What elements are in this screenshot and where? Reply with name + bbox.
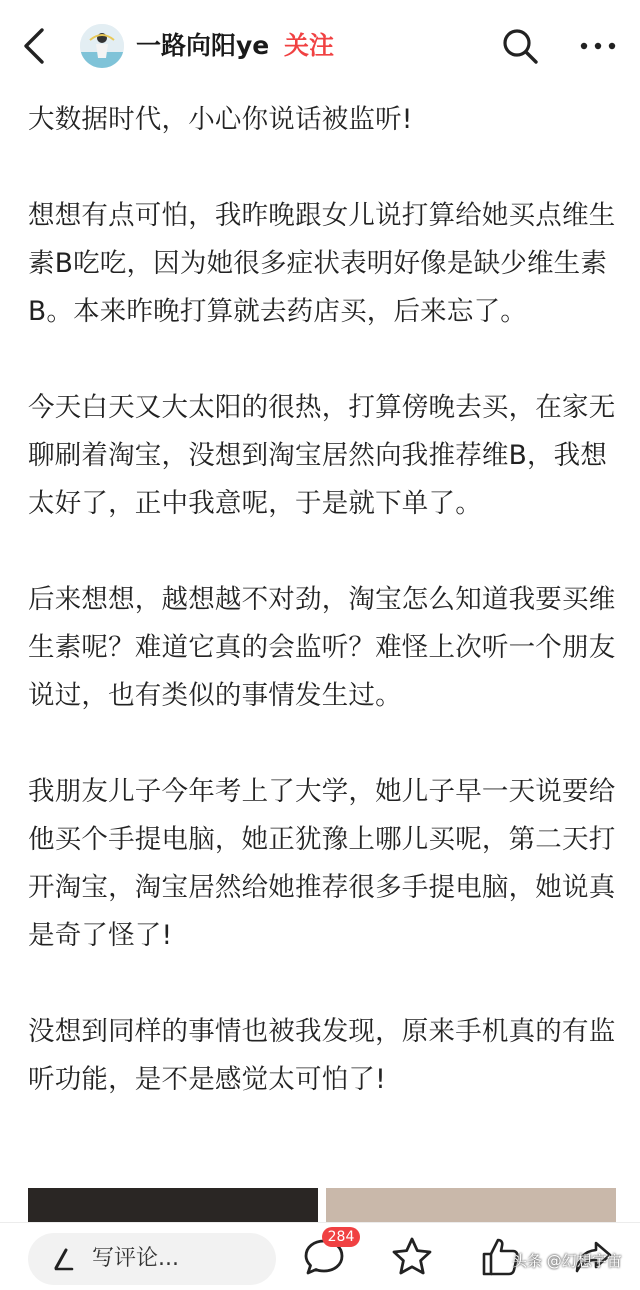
article-paragraph: 后来想想，越想越不对劲，淘宝怎么知道我要买维生素呢？难道它真的会监听？难怪上次听一个朋友说过，也有类似的事情发生过。 [28, 584, 616, 711]
pen-icon [50, 1246, 76, 1272]
comment-placeholder: 写评论... [92, 1246, 179, 1271]
search-icon[interactable] [500, 26, 540, 66]
bottom-action-bar [0, 1222, 640, 1290]
author-name[interactable]: 一路向阳ye [136, 31, 270, 60]
avatar[interactable] [80, 24, 124, 68]
more-icon[interactable] [578, 30, 618, 62]
comment-count-badge: 284 [322, 1227, 360, 1247]
article-paragraph: 今天白天又大太阳的很热，打算傍晚去买，在家无聊刷着淘宝，没想到淘宝居然向我推荐维B，我想太好了，正中我意呢，于是就下单了。 [28, 392, 616, 519]
back-icon[interactable] [18, 24, 54, 68]
follow-button[interactable]: 关注 [284, 31, 335, 60]
write-comment-button[interactable] [28, 1233, 276, 1285]
source-watermark: 头条 @幻想宇宙 [512, 1252, 622, 1270]
top-navigation-bar [0, 0, 640, 92]
article-body [28, 96, 618, 1152]
article-title-line: 大数据时代，小心你说话被监听! [28, 104, 413, 135]
article-paragraph: 我朋友儿子今年考上了大学，她儿子早一天说要给他买个手提电脑，她正犹豫上哪儿买呢，第二天打开淘宝，淘宝居然给她推荐很多手提电脑，她说真是奇了怪了! [28, 776, 616, 951]
article-paragraph: 没想到同样的事情也被我发现，原来手机真的有监听功能，是不是感觉太可怕了! [28, 1016, 616, 1095]
star-icon[interactable] [390, 1235, 434, 1279]
article-paragraph: 想想有点可怕，我昨晚跟女儿说打算给她买点维生素B吃吃，因为她很多症状表明好像是缺少维生素B。本来昨晚打算就去药店买，后来忘了。 [28, 200, 616, 327]
